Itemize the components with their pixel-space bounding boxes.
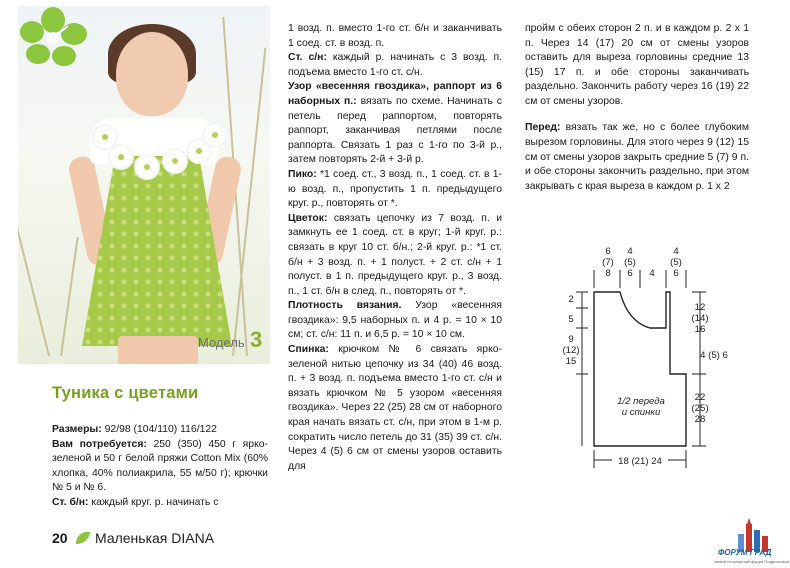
dim-right-22: 22 (25) 28 xyxy=(691,392,709,425)
leaf-icon xyxy=(74,530,92,546)
page-number: 20 xyxy=(52,530,68,546)
crochet-flower xyxy=(204,124,226,146)
crochet-flower xyxy=(188,140,210,162)
column-middle xyxy=(288,22,502,474)
crochet-tunic xyxy=(82,156,232,346)
schematic-center-label: 1/2 переда и спинки xyxy=(617,396,665,418)
dim-right-12: 12 (14) 16 xyxy=(691,302,709,335)
dim-left-2: 2 xyxy=(568,294,574,305)
crochet-flower xyxy=(136,156,158,178)
dim-top-mid: 4 (5) 6 xyxy=(624,246,636,279)
grass-stalk xyxy=(18,210,50,356)
stsn-value: каждый р. начинать с 3 возд. п. подъема вместо 1-го ст. с/н. xyxy=(288,52,503,78)
forum-name: ФОРУМ ГРАД xyxy=(718,548,772,557)
density-label: Плотность вязания. xyxy=(288,300,402,312)
girl-face xyxy=(116,32,188,116)
flower-paragraph xyxy=(288,212,502,300)
hibiscus-icon xyxy=(18,6,88,66)
front-paragraph xyxy=(525,121,749,194)
grass-stalk xyxy=(60,237,79,356)
dim-right-456: 4 (5) 6 xyxy=(700,350,728,361)
stbn-continued: 1 возд. п. вместо 1-го ст. б/н и заканчивать 1 соед. ст. в возд. п. xyxy=(288,23,502,49)
back-paragraph xyxy=(288,343,502,474)
dim-top-mid2: 4 xyxy=(649,268,655,279)
front-label: Перед: xyxy=(525,122,561,134)
article-title: Туника с цветами xyxy=(52,384,199,402)
dim-left-9: 9 (12) 15 xyxy=(562,334,580,367)
back-continued: пройм с обеих сторон 2 п. и в каждом р. 2 х 1 п. Через 14 (17) 20 см от смены узоров оставить для выреза горловины средние 13 (15) 17 п. и обе стороны заканчивать раздельно. Закончить работу через 16 (19) 22 см от смены узоров. xyxy=(525,23,749,107)
stbn-value-part1: каждый круг. р. начинать с xyxy=(88,496,219,508)
forum-subtitle: самый популярный форум Подмосковья xyxy=(714,559,790,564)
crochet-flower xyxy=(110,146,132,168)
sizes-paragraph xyxy=(52,423,268,438)
back-value-part1: крючком № 6 связать ярко-зеленой нитью цепочку из 34 (40) 46 возд. п. + 3 возд. п. подъема вместо 1-го ст. с/н и вязать крючком № 5 узором «весенняя гвоздика». Через 22 (25) 28 см от наборного края начать вязать ст. с/н, при этом в 1-м р. сократить число петель до 31 (35) 39 ст. с/н. Через 4 (5) 6 см от смены узоров оставить для xyxy=(288,344,502,472)
dim-left-5: 5 xyxy=(568,314,574,325)
column-left xyxy=(52,423,268,511)
stbn-label: Ст. б/н: xyxy=(52,496,89,508)
model-photo xyxy=(18,6,270,364)
stsn-label: Ст. с/н: xyxy=(288,52,327,64)
picot-label: Пико: xyxy=(288,168,317,180)
density-value: Узор «весенняя гвоздика»: 9,5 наборных п. и 4 р. = 10 × 10 см; ст. с/н: 11 п. и 6,5 р. = 10 × 10 см. xyxy=(288,300,502,341)
needs-value: 250 (350) 450 г ярко-зеленой и 50 г белой пряжи Cotton Mix (60% хлопка, 40% полиакрила, 55 м/50 г); крючки № 5 и № 6. xyxy=(52,438,268,494)
flower-label: Цветок: xyxy=(288,212,328,224)
sizes-label: Размеры: xyxy=(52,424,102,435)
model-number: 3 xyxy=(250,327,263,352)
pattern-label: Узор «весенняя гвоздика», раппорт из 6 наборных п.: xyxy=(288,81,502,107)
dim-top-left: 6 (7) 8 xyxy=(602,246,614,279)
front-value: вязать так же, но с более глубоким вырезом горловины. Для этого через 9 (12) 15 см от смены узоров закрыть средние 5 (7) 9 п. и обе стороны закончить раздельно, при этом закрывать с края выреза в каждом р. 1 х 2 xyxy=(525,122,749,192)
dim-bottom: 18 (21) 24 xyxy=(612,456,668,467)
model-label: Модель xyxy=(198,335,245,350)
pattern-schematic xyxy=(560,244,730,474)
stsn-paragraph xyxy=(288,51,502,80)
dim-top-right: 4 (5) 6 xyxy=(670,246,682,279)
stbn-paragraph xyxy=(52,496,268,511)
sizes-value: 92/98 (104/110) 116/122 xyxy=(101,424,217,435)
magazine-brand: Маленькая DIANA xyxy=(95,530,215,546)
girl-legs xyxy=(118,336,198,364)
crochet-flower xyxy=(94,126,116,148)
picot-paragraph xyxy=(288,168,502,212)
needs-label: Вам потребуется: xyxy=(52,438,147,450)
back-label: Спинка: xyxy=(288,344,329,356)
column-right xyxy=(525,22,749,110)
flower-value: связать цепочку из 7 возд. п. и замкнуть ее 1 соед. ст. в круг; 1-й круг. р.: связать в круг 10 ст. б/н.; 2-й круг. р.: *1 ст. б/н + 3 возд. п. + 1 полуст. + 2 ст. с/н + 1 полуст. в 1 п. предыдущего круг. р., 3 возд. п., 1 ст. б/н в след. п., повторять от *. xyxy=(288,212,502,297)
crochet-flower xyxy=(164,150,186,172)
column-right-front xyxy=(525,111,749,205)
pattern-value: вязать по схеме. Начинать с петель перед раппортом, повторять раппорт, заканчивая петлями после раппорта. Связать 1 раз с 1-го по 3-й р., затем повторять 2-й + 3-й р. xyxy=(288,95,502,166)
picot-value: *1 соед. ст., 3 возд. п., 1 соед. ст. в 1-ю возд. п., пропустить 1 п. предыдущего круг. р., повторять от *. xyxy=(288,168,502,210)
density-paragraph xyxy=(288,299,502,343)
needs-paragraph xyxy=(52,438,268,496)
pattern-paragraph xyxy=(288,80,502,168)
